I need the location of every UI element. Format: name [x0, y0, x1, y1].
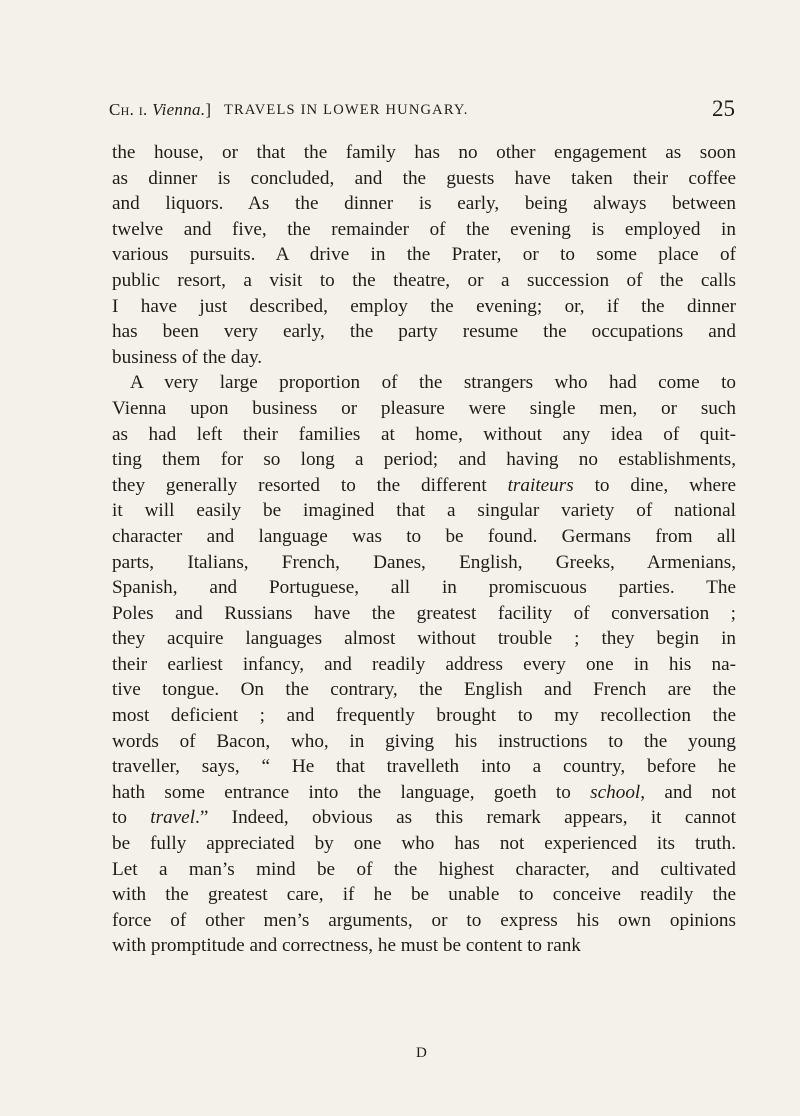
- text-line: tive tongue. On the contrary, the English and French are the: [112, 679, 736, 701]
- body-text: [112, 140, 736, 959]
- text-line: words of Bacon, who, in giving his instructions to the young: [112, 730, 736, 752]
- text-line: Poles and Russians have the greatest facility of conversation ;: [112, 602, 736, 624]
- text-line: ting them for so long a period; and having no establishments,: [112, 449, 736, 471]
- text-line: I have just described, employ the evening; or, if the dinner: [112, 295, 736, 317]
- page-number: 25: [712, 96, 735, 121]
- text-line: their earliest infancy, and readily address every one in his na-: [112, 653, 736, 675]
- italic-term: school: [590, 781, 641, 803]
- text-line: it will easily be imagined that a singular variety of national: [112, 500, 736, 522]
- catchword: D: [416, 1045, 427, 1061]
- text-line: business of the day.: [112, 346, 263, 368]
- text-line: public resort, a visit to the theatre, or a succession of the calls: [112, 269, 736, 291]
- text-line: as dinner is concluded, and the guests have taken their coffee: [112, 167, 736, 189]
- italic-term: travel: [150, 807, 196, 829]
- text-line: twelve and five, the remainder of the evening is employed in: [112, 218, 736, 240]
- text-line: and liquors. As the dinner is early, being always between: [112, 193, 736, 215]
- text-line: hath some entrance into the language, goeth to school, and not: [112, 781, 736, 803]
- text-line: force of other men’s arguments, or to express his own opinions: [112, 909, 736, 931]
- text-line: A very large proportion of the strangers who had come to: [130, 372, 736, 394]
- italic-term: traiteurs: [507, 474, 574, 496]
- text-line: parts, Italians, French, Danes, English, Greeks, Armenians,: [112, 551, 736, 573]
- running-header: [109, 96, 735, 126]
- running-title: TRAVELS IN LOWER HUNGARY.: [224, 102, 469, 118]
- text-line: the house, or that the family has no other engagement as soon: [112, 142, 736, 163]
- text-line: they generally resorted to the different traiteurs to dine, where: [112, 474, 736, 496]
- text-line: with promptitude and correctness, he must be content to rank: [112, 935, 581, 957]
- text-line: Vienna upon business or pleasure were single men, or such: [112, 397, 736, 419]
- text-line: Let a man’s mind be of the highest character, and cultivated: [112, 858, 736, 880]
- text-line: Spanish, and Portuguese, all in promiscuous parties. The: [112, 577, 736, 599]
- text-line: character and language was to be found. Germans from all: [112, 525, 736, 547]
- text-line: as had left their families at home, without any idea of quit-: [112, 423, 736, 445]
- text-line: various pursuits. A drive in the Prater, or to some place of: [112, 244, 736, 266]
- text-line: has been very early, the party resume the occupations and: [112, 321, 736, 343]
- text-line: they acquire languages almost without trouble ; they begin in: [112, 628, 736, 650]
- text-line: be fully appreciated by one who has not experienced its truth.: [112, 833, 736, 855]
- text-line: to travel.” Indeed, obvious as this remark appears, it cannot: [112, 807, 736, 829]
- text-line: traveller, says, “ He that travelleth into a country, before he: [112, 756, 736, 778]
- text-line: with the greatest care, if he be unable to conceive readily the: [112, 884, 736, 906]
- chapter-reference: Ch. i. Vienna.]: [109, 100, 212, 119]
- text-line: most deficient ; and frequently brought to my recollection the: [112, 705, 736, 727]
